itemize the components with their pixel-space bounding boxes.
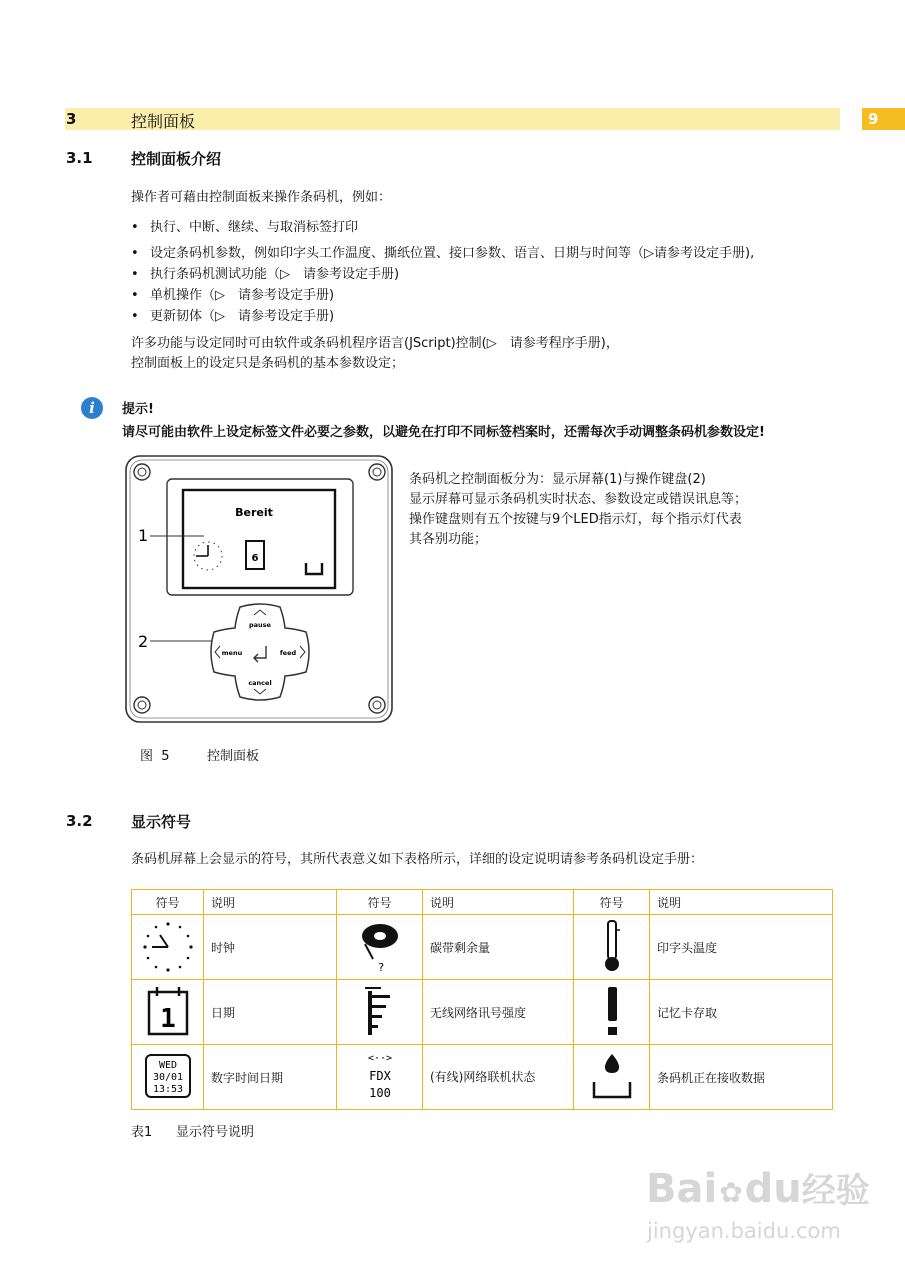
section-title: 控制面板: [131, 112, 196, 131]
subsection-3-1-title: 控制面板介绍: [131, 150, 222, 168]
svg-text:1: 1: [159, 1003, 176, 1034]
col-header-symbol: 符号: [337, 890, 423, 915]
symbol-table: [131, 889, 833, 1110]
list-item: • 执行、中断、继续、与取消标签打印: [131, 220, 359, 235]
svg-text:100: 100: [368, 1085, 391, 1100]
table-cell: (有线)网络联机状态: [423, 1045, 574, 1110]
table-row: [132, 980, 833, 1045]
cancel-button[interactable]: cancel: [248, 679, 272, 687]
list-item: • 更新韧体（▷ 请参考设定手册): [131, 309, 335, 324]
col-header-desc: 说明: [650, 890, 833, 915]
table-caption-text: 显示符号说明: [176, 1125, 255, 1140]
feed-button[interactable]: feed: [279, 649, 297, 657]
list-item: • 设定条码机参数，例如印字头工作温度、撕纸位置、接口参数、语言、日期与时间等（▷请参考设定手册),: [131, 246, 755, 261]
digital-datetime-icon: [140, 1049, 196, 1103]
table-cell: 日期: [204, 980, 337, 1045]
watermark-url: jingyan.baidu.com: [647, 1219, 841, 1243]
list-item: • 执行条码机测试功能（▷ 请参考设定手册): [131, 267, 400, 282]
svg-text:WED: WED: [158, 1059, 177, 1071]
figure-caption-label: 图 5: [140, 749, 170, 764]
subsection-3-2-title: 显示符号: [131, 813, 192, 831]
figure-caption-text: 控制面板: [207, 749, 260, 764]
table-cell: 无线网络讯号强度: [423, 980, 574, 1045]
subsection-3-2-number: 3.2: [66, 812, 93, 830]
table-cell: 数字时间日期: [204, 1045, 337, 1110]
tip-title: 提示!: [122, 402, 154, 417]
table-cell: 印字头温度: [650, 915, 833, 980]
intro-text: 操作者可藉由控制面板来操作条码机，例如：: [131, 190, 392, 205]
col-header-desc: 说明: [204, 890, 337, 915]
table-row: [132, 915, 833, 980]
receive-data-icon: [587, 1048, 637, 1104]
svg-text:13:53: 13:53: [152, 1083, 183, 1095]
col-header-symbol: 符号: [574, 890, 650, 915]
svg-text:FDX: FDX: [368, 1068, 391, 1083]
tip-text: 请尽可能由软件上设定标签文件必要之参数，以避免在打印不同标签档案时，还需每次手动调整条码机参数设定!: [122, 425, 765, 440]
table-cell: 记忆卡存取: [650, 980, 833, 1045]
table-cell: 时钟: [204, 915, 337, 980]
paragraph-line-2: 控制面板上的设定只是条码机的基本参数设定；: [131, 356, 405, 371]
memory-card-icon: [246, 541, 264, 569]
col-header-symbol: 符号: [132, 890, 204, 915]
page-number: 9: [862, 108, 905, 130]
svg-text:?: ?: [377, 960, 384, 973]
callout-2: 2: [138, 632, 149, 651]
info-icon: i: [81, 397, 103, 419]
list-item: • 单机操作（▷ 请参考设定手册): [131, 288, 335, 303]
ribbon-icon: [355, 919, 405, 973]
clock-icon: [140, 919, 196, 973]
table-caption-label: 表1: [131, 1125, 153, 1140]
table-cell: 碳带剩余量: [423, 915, 574, 980]
svg-text:<··>: <··>: [367, 1052, 392, 1064]
paragraph-line-1: 许多功能与设定同时可由软件或条码机程序语言(JScript)控制(▷ 请参考程序手册)，: [131, 336, 619, 351]
display-screen: [167, 479, 353, 595]
control-panel-figure: [120, 452, 400, 730]
memory-card-icon: [592, 983, 632, 1039]
table-row: [132, 1045, 833, 1110]
signal-strength-icon: [360, 983, 400, 1039]
col-header-desc: 说明: [423, 890, 574, 915]
network-status-icon: [355, 1048, 405, 1104]
callout-1: 1: [138, 526, 149, 545]
pause-button[interactable]: pause: [249, 621, 271, 629]
table-cell: 条码机正在接收数据: [650, 1045, 833, 1110]
thermometer-icon: [592, 918, 632, 974]
paw-icon: ✿: [719, 1176, 743, 1209]
menu-button[interactable]: menu: [221, 649, 243, 657]
subsection-3-1-number: 3.1: [66, 149, 93, 167]
symbol-intro-text: 条码机屏幕上会显示的符号，其所代表意义如下表格所示，详细的设定说明请参考条码机设定手册：: [131, 852, 704, 867]
svg-text:6: 6: [251, 553, 259, 564]
table-header-row: [132, 890, 833, 915]
calendar-icon: [143, 984, 193, 1038]
svg-text:30/01: 30/01: [152, 1071, 183, 1083]
screen-status-text: Bereit: [235, 506, 273, 519]
watermark-logo: Bai✿du经验: [646, 1166, 870, 1212]
section-number: 3: [66, 110, 77, 128]
